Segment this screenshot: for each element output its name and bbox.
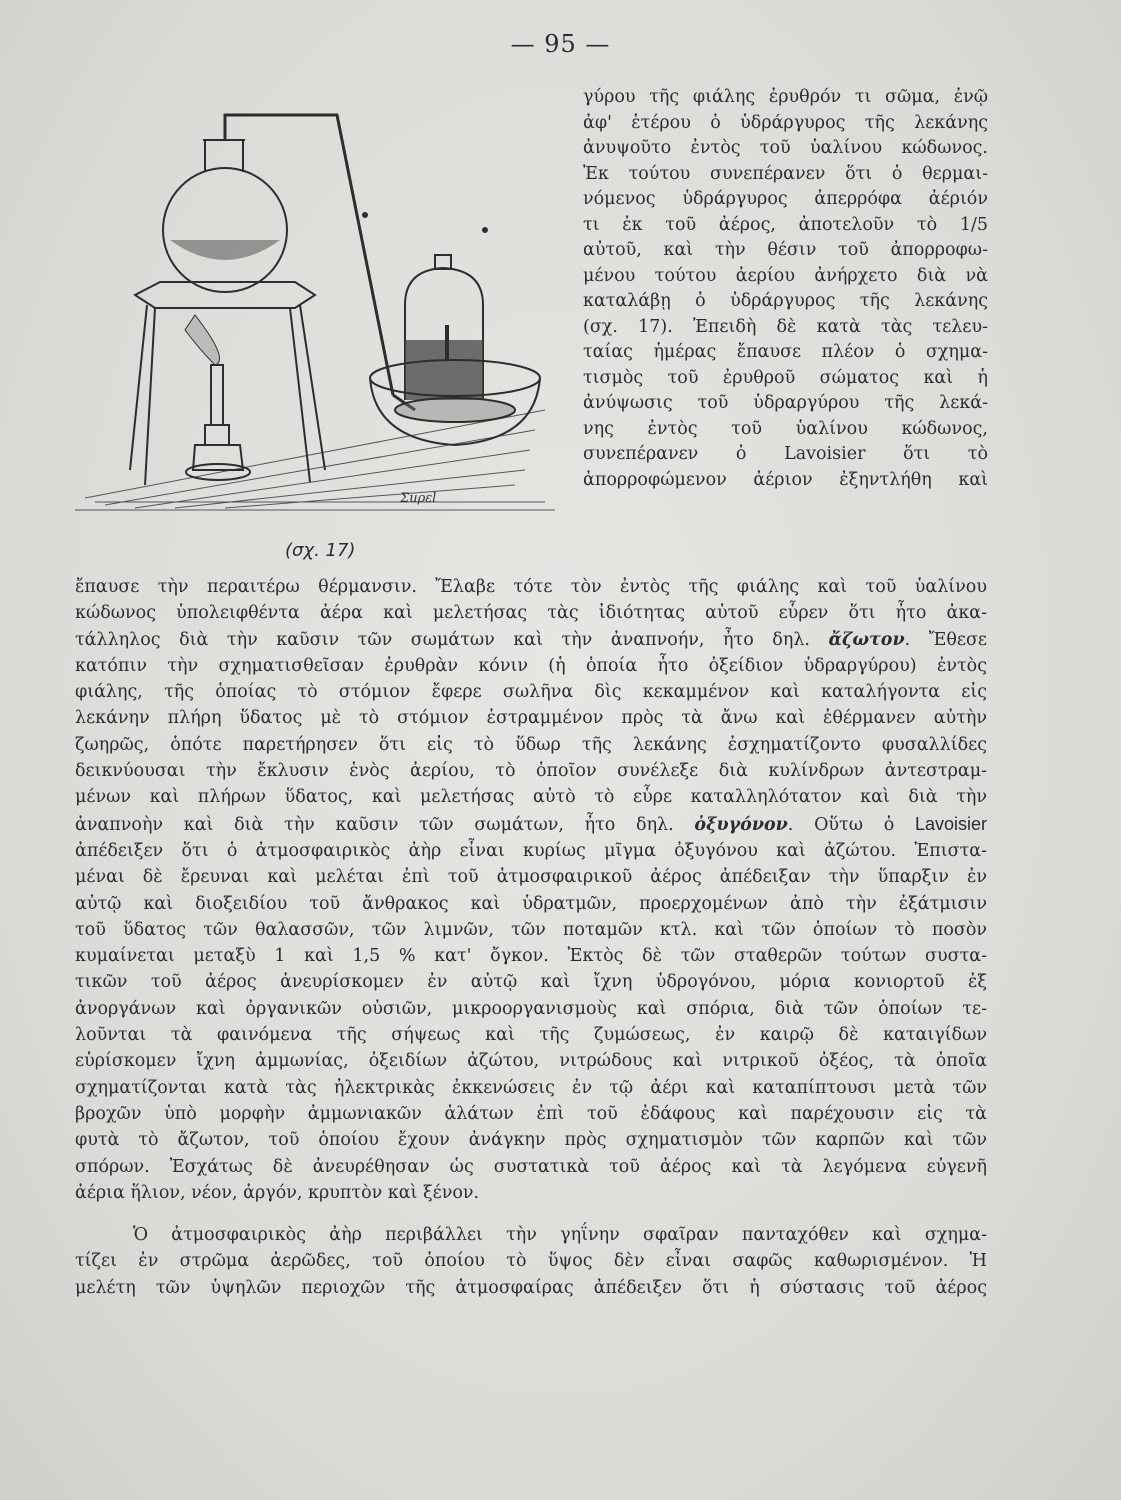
text-line: μέναι δὲ ἔρευναι καὶ μελέται ἐπὶ τοῦ ἀτμοσφαιρικοῦ ἀέρος ἀπέδειξαν τὴν ὕπαρξιν ἐν [75, 867, 987, 888]
text-line: Ὁ ἀτμοσφαιρικὸς ἀὴρ περιβάλλει τὴν γηΐνην σφαῖραν πανταχόθεν καὶ σχημα- [133, 1225, 987, 1246]
text-line: (σχ. 17). Ἐπειδὴ δὲ κατὰ τὰς τελευ- [583, 316, 988, 337]
paragraph [75, 1222, 987, 1301]
bent-tube [225, 115, 415, 410]
round-flask [163, 140, 287, 292]
text-line: ζωηρῶς, ὁπότε παρετήρησεν ὅτι εἰς τὸ ὕδωρ τῆς λεκάνης ἐσχηματίζοντο φυσαλλίδες [75, 734, 987, 755]
text-line: ἀνύψωσις τοῦ ὑδραργύρου τῆς λεκά- [583, 393, 988, 413]
text-line: μένου τούτου ἀερίου ἀνήρχετο διὰ νὰ [583, 265, 988, 286]
figure-signature: Σuρεl [400, 491, 437, 506]
text-line: βροχῶν ὑπὸ μορφὴν ἀμμωνιακῶν ἁλάτων ἐπὶ τοῦ ἐδάφους καὶ παρέχουσιν εἰς τὰ [75, 1103, 987, 1124]
text-line: μένων καὶ πλήρων ὕδατος, καὶ μελετήσας αὐτὸ τὸ εὗρε καταλληλότατον καὶ διὰ τὴν [75, 787, 987, 808]
emphasis-azoton: ἄζωτον [828, 629, 905, 650]
text-line: ἀφ' ἑτέρου ὁ ὑδράργυρος τῆς λεκάνης [583, 112, 988, 133]
text-line [75, 627, 987, 653]
text-line: Ἐκ τούτου συνεπέρανεν ὅτι ὁ θερμαι- [583, 163, 988, 184]
text-line: ἀπέδειξεν ὅτι ὁ ἀτμοσφαιρικὸς ἀὴρ εἶναι κυρίως μῖγμα ὀξυγόνου καὶ ἀζώτου. Ἐπιστα- [75, 840, 987, 861]
text-line: ἀνοργάνων καὶ ὀργανικῶν οὐσιῶν, μικροοργανισμοὺς καὶ σπόρια, διὰ τῶν ὁποίων τε- [75, 998, 987, 1019]
text-line: λοῦνται τὰ φαινόμενα τῆς σήψεως καὶ τῆς ζυμώσεως, ἐν καιρῷ δὲ καταιγίδων [75, 1025, 987, 1046]
body-text [75, 574, 987, 1301]
apparatus-illustration [75, 110, 565, 530]
text-line: δεικνύουσαι τὴν ἔκλυσιν ἑνὸς ἀερίου, τὸ ὁποῖον συνέλεξε διὰ κυλίνδρων ἀντεστραμ- [75, 761, 987, 782]
lavoisier-apparatus-figure [75, 110, 565, 530]
text-line: γύρου τῆς φιάλης ἐρυθρόν τι σῶμα, ἐνῷ [583, 87, 988, 107]
text-segment: . Οὕτω ὁ [787, 814, 915, 835]
text-line: αὐτῷ καὶ διοξειδίου τοῦ ἄνθρακος καὶ ὑδρατμῶν, προερχομένων ἀπὸ τὴν ἐξάτμισιν [75, 893, 987, 914]
text-line: φιάλης, τῆς ὁποίας τὸ στόμιον ἔφερε σωλῆνα δὶς κεκαμμένον καὶ καταλήγοντα εἰς [75, 682, 987, 703]
text-line: σπόρων. Ἐσχάτως δὲ ἀνευρέθησαν ὡς συστατικὰ τοῦ ἀέρος καὶ τὰ λεγόμενα εὐγενῆ [75, 1156, 987, 1177]
paragraph [75, 574, 987, 1206]
text-line: τι ἐκ τοῦ ἀέρος, ἀποτελοῦν τὸ 1/5 [583, 214, 988, 235]
emphasis-oxygonon: ὀξυγόνον [694, 814, 788, 835]
text-line: νόμενος ὑδράργυρος ἀπερρόφα ἀέριόν [583, 189, 988, 209]
text-line: ταίας ἡμέρας ἔπαυσε πλέον ὁ σχημα- [583, 342, 988, 362]
text-line: ἀνυψοῦτο ἐντὸς τοῦ ὑαλίνου κώδωνος. [583, 138, 988, 158]
text-line: κυμαίνεται μεταξὺ 1 καὶ 1,5 % κατ' ὄγκον. Ἐκτὸς δὲ τῶν σταθερῶν τούτων συστα- [75, 946, 987, 967]
text-line: λεκάνην πλήρη ὕδατος μὲ τὸ στόμιον ἐστραμμένον πρὸς τὰ ἄνω καὶ ἐθέρμανεν αὐτὴν [75, 708, 987, 729]
side-column-text [583, 85, 988, 493]
figure-caption: (σχ. 17) [285, 540, 356, 561]
text-line: ἀπορροφώμενον ἀέριον ἐξηντλήθη καὶ [583, 469, 988, 490]
text-line: καταλάβῃ ὁ ὑδράργυρος τῆς λεκάνης [583, 291, 988, 311]
text-line: εὑρίσκομεν ἴχνη ἀμμωνίας, ὀξειδίων ἀζώτου, νιτρώδους καὶ νιτρικοῦ ὀξέος, τὰ ὁποῖα [75, 1051, 987, 1072]
name-lavoisier: Lavoisier [914, 813, 987, 834]
text-line: μελέτη τῶν ὑψηλῶν περιοχῶν τῆς ἀτμοσφαίρας ἀπέδειξεν ὅτι ἡ σύστασις τοῦ ἀέρος [75, 1277, 987, 1298]
text-line: τοῦ ὕδατος τῶν θαλασσῶν, τῶν λιμνῶν, τῶν ποταμῶν κτλ. καὶ τῶν ὁποίων τὸ ποσὸν [75, 919, 987, 940]
text-line: φυτὰ τὸ ἄζωτον, τοῦ ὁποίου ἔχουν ἀνάγκην πρὸς σχηματισμὸν τῶν καρπῶν καὶ τῶν [75, 1130, 987, 1151]
text-line: αὐτοῦ, καὶ τὴν θέσιν τοῦ ἀπορροφω- [583, 240, 988, 260]
text-line: σχηματίζονται κατὰ τὰς ἠλεκτρικὰς ἐκκενώσεις ἐν τῷ ἀέρι καὶ καταπίπτουσι μετὰ τῶν [75, 1077, 987, 1098]
text-segment: ἀναπνοὴν καὶ διὰ τὴν καῦσιν τῶν σωμάτων, ἦτο δηλ. [75, 814, 695, 835]
burner [185, 315, 250, 480]
text-segment: τάλληλος διὰ τὴν καῦσιν τῶν σωμάτων καὶ τὴν ἀναπνοήν, ἦτο δηλ. [75, 629, 829, 650]
text-line: νης ἐντὸς τοῦ ὑαλίνου κώδωνος, [583, 418, 988, 439]
text-line: τισμὸς τοῦ ἐρυθροῦ σώματος καὶ ἡ [583, 367, 988, 388]
text-line: τίζει ἐν στρῶμα ἀερῶδες, τοῦ ὁποίου τὸ ὕψος δὲν εἶναι σαφῶς καθωρισμένον. Ἡ [75, 1251, 987, 1272]
page-number: — 95 — [510, 30, 611, 58]
text-line: τικῶν τοῦ ἀέρος ἀνευρίσκομεν ἐν αὐτῷ καὶ ἴχνη ὑδρογόνου, μόρια κονιορτοῦ ἐξ [75, 972, 987, 993]
text-line [75, 811, 987, 838]
text-line: ἔπαυσε τὴν περαιτέρω θέρμανσιν. Ἔλαβε τότε τὸν ἐντὸς τῆς φιάλης καὶ τοῦ ὑαλίνου [75, 577, 987, 597]
text-line: κατόπιν τὴν σχηματισθεῖσαν ἐρυθρὰν κόνιν (ἡ ὁποία ἦτο ὀξείδιον ὑδραργύρου) ἐντὸς [75, 655, 987, 676]
bell-jar [405, 255, 483, 400]
tripod-stand [130, 282, 325, 485]
text-line: κώδωνος ὑπολειφθέντα ἀέρα καὶ μελετήσας τὰς ἰδιότητας αὐτοῦ εὗρεν ὅτι ἦτο ἀκα- [75, 603, 987, 624]
text-line: ἀέρια ἥλιον, νέον, ἀργόν, κρυπτὸν καὶ ξένον. [75, 1182, 480, 1203]
text-line: συνεπέρανεν ὁ Lavoisier ὅτι τὸ [583, 444, 988, 464]
text-segment: . Ἔθεσε [904, 629, 987, 650]
